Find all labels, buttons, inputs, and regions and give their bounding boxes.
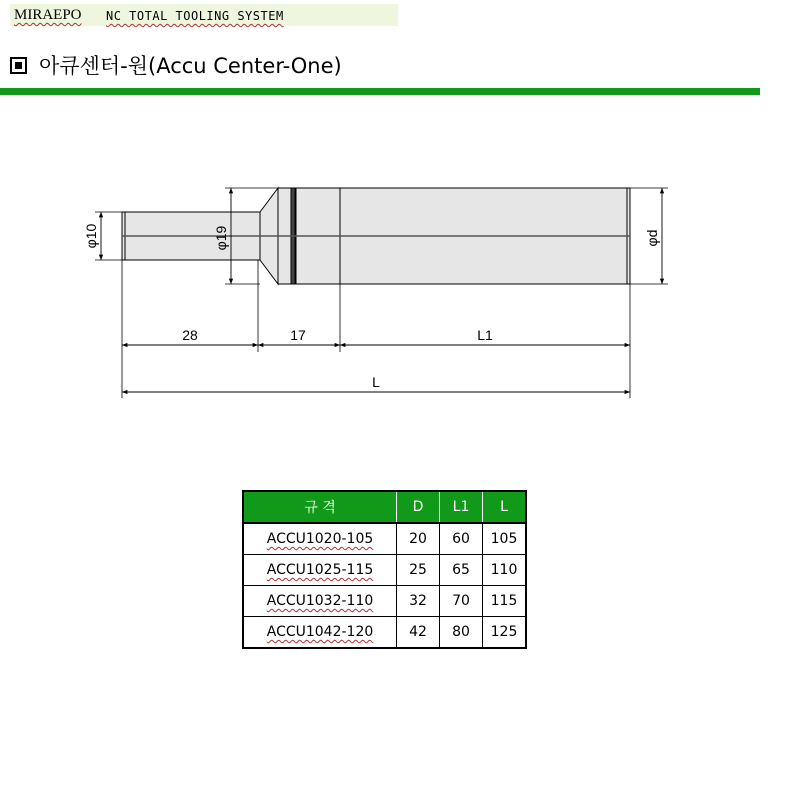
cell-L1: 65 <box>440 555 483 586</box>
cell-L1: 70 <box>440 586 483 617</box>
cell-L: 125 <box>490 624 518 640</box>
technical-drawing <box>0 160 800 410</box>
table-header-row <box>243 491 526 523</box>
cell-D: 32 <box>397 586 440 617</box>
header-D: D <box>397 491 440 523</box>
tool-body <box>122 188 630 284</box>
header-bar <box>10 4 398 26</box>
cell-L1: 80 <box>440 617 483 649</box>
dim-phid: φd <box>644 229 660 247</box>
cell-model: ACCU1025-115 <box>243 555 397 586</box>
title-divider <box>0 88 760 95</box>
header-L1: L1 <box>440 491 483 523</box>
dim-28: 28 <box>182 327 198 343</box>
dim-phi19: φ19 <box>213 225 229 251</box>
title-row <box>10 50 342 80</box>
dim-17: 17 <box>290 327 306 343</box>
page-title: 아큐센터-원(Accu Center-One) <box>39 54 342 78</box>
table-row <box>243 523 526 555</box>
cell-L1: 60 <box>440 523 483 555</box>
cell-L: 105 <box>483 523 527 555</box>
cell-model: ACCU1032-110 <box>243 586 397 617</box>
cell-L: 115 <box>483 586 527 617</box>
cell-L: 110 <box>483 555 527 586</box>
header-spec: 규 격 <box>243 491 397 523</box>
header-L: L <box>483 491 527 523</box>
dim-phi10: φ10 <box>83 223 99 249</box>
cell-model: ACCU1020-105 <box>243 523 397 555</box>
cell-model: ACCU1042-120 <box>243 617 397 649</box>
cell-D: 20 <box>397 523 440 555</box>
cell-D: 25 <box>397 555 440 586</box>
square-bullet-icon <box>10 57 27 74</box>
spec-table <box>242 490 527 649</box>
brand-name: MIRAEPO <box>14 7 82 23</box>
cell-D: 42 <box>397 617 440 649</box>
table-row <box>243 586 526 617</box>
dim-L1: L1 <box>477 327 493 343</box>
dim-L: L <box>372 374 380 390</box>
table-row <box>243 617 526 649</box>
brand-subtitle: NC TOTAL TOOLING SYSTEM <box>106 9 284 23</box>
table-row <box>243 555 526 586</box>
